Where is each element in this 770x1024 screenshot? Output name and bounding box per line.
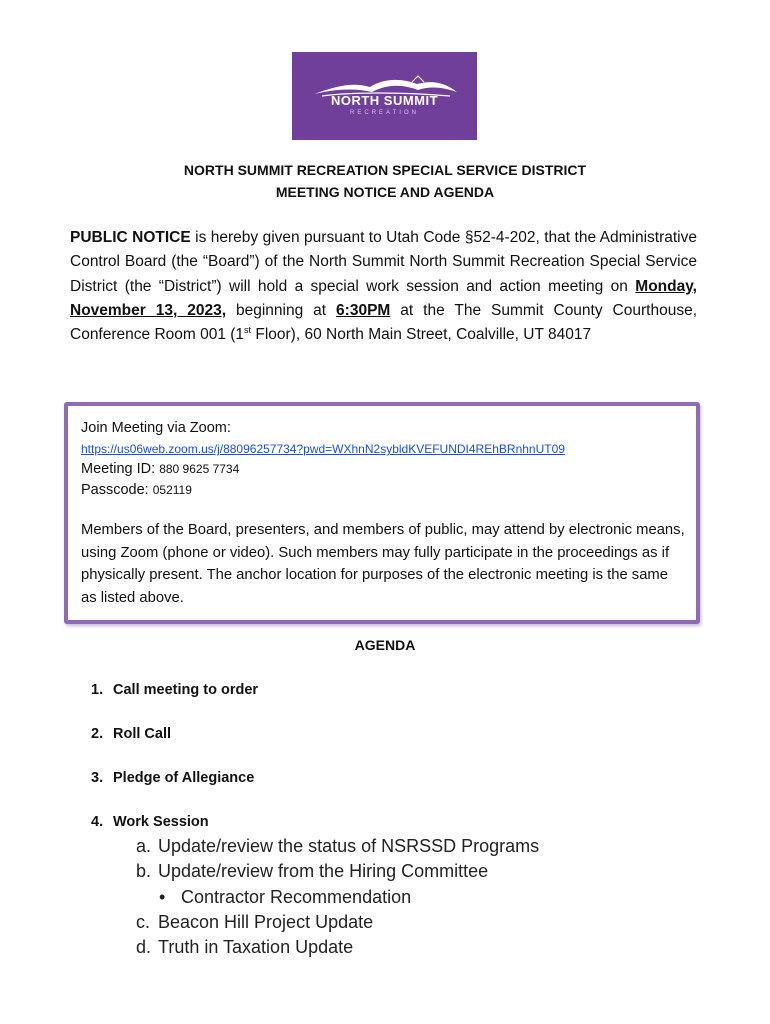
agenda-item-number: 2. (91, 726, 104, 742)
agenda-item-number: 3. (91, 770, 104, 786)
district-logo (292, 52, 477, 140)
meeting-date: Monday, November 13, 2023, (70, 277, 697, 319)
notice-lead: PUBLIC NOTICE (70, 229, 191, 246)
meeting-id-value: 880 9625 7734 (159, 462, 240, 476)
agenda-item-label: Roll Call (113, 726, 172, 742)
agenda-item (91, 726, 171, 742)
meeting-id-label: Meeting ID: (81, 461, 156, 477)
bullet-label: Contractor Recommendation (181, 887, 412, 907)
passcode-row (81, 480, 686, 501)
meeting-time: 6:30PM (336, 301, 391, 319)
electronic-attendance-paragraph: Members of the Board, presenters, and members of public, may attend by electronic means, using Zoom (phone or video). Such members may fully participate in the proceedings as if physically present. The anchor location for purposes of the electronic meeting is the same as listed above. (81, 522, 685, 606)
logo-title: NORTH SUMMIT (330, 93, 439, 108)
subitem-letter: c. (136, 912, 151, 932)
notice-text-3: at the The Summit County Courthouse, Conference Room 001 (1 (70, 301, 697, 344)
agenda-item (91, 770, 254, 786)
logo-subtitle: RECREATION (350, 110, 419, 116)
notice-text-4: Floor), 60 North Main Street, Coalville, UT 84017 (251, 326, 592, 344)
work-session-bullet (159, 887, 411, 908)
agenda-item (91, 814, 209, 830)
work-session-subitem (136, 861, 488, 882)
bullet-icon: • (159, 887, 166, 907)
subitem-label: Truth in Taxation Update (158, 937, 354, 957)
document-title: NORTH SUMMIT RECREATION SPECIAL SERVICE DISTRICT (183, 162, 587, 178)
work-session-subitem (136, 912, 373, 933)
subitem-label: Update/review from the Hiring Committee (158, 861, 489, 881)
notice-text-2: beginning at (226, 301, 337, 319)
notice-text-1: is hereby given pursuant to Utah Code §52-4-202, that the Administrative Control Board (the “Board”) of the North Summit North Summit Recreation Special Service District (the “District”) will hold a special work session and action meeting on (70, 229, 697, 295)
zoom-info-box (64, 402, 700, 624)
agenda-title: AGENDA (354, 637, 416, 653)
passcode-label: Passcode: (81, 482, 149, 498)
passcode-value: 052119 (152, 483, 192, 497)
meeting-id-row (81, 459, 686, 480)
agenda-item-label: Pledge of Allegiance (113, 770, 255, 786)
subitem-letter: d. (136, 937, 152, 957)
subitem-letter: a. (136, 836, 152, 856)
agenda-item (91, 682, 258, 698)
zoom-meeting-link[interactable]: https://us06web.zoom.us/j/88096257734?pwd=WXhnN2sybldKVEFUNDI4REhBRnhnUT09 (81, 442, 565, 456)
zoom-join-label: Join Meeting via Zoom: (81, 420, 231, 436)
subitem-label: Update/review the status of NSRSSD Programs (158, 836, 540, 856)
work-session-subitem (136, 937, 353, 958)
work-session-subitem (136, 836, 539, 857)
document-subtitle: MEETING NOTICE AND AGENDA (275, 184, 495, 200)
agenda-item-label: Work Session (113, 814, 209, 830)
floor-superscript: st (244, 325, 252, 336)
subitem-letter: b. (136, 861, 152, 881)
agenda-item-label: Call meeting to order (113, 682, 259, 698)
agenda-item-number: 1. (91, 682, 104, 698)
subitem-label: Beacon Hill Project Update (158, 912, 374, 932)
public-notice-paragraph (70, 226, 697, 347)
agenda-item-number: 4. (91, 814, 104, 830)
